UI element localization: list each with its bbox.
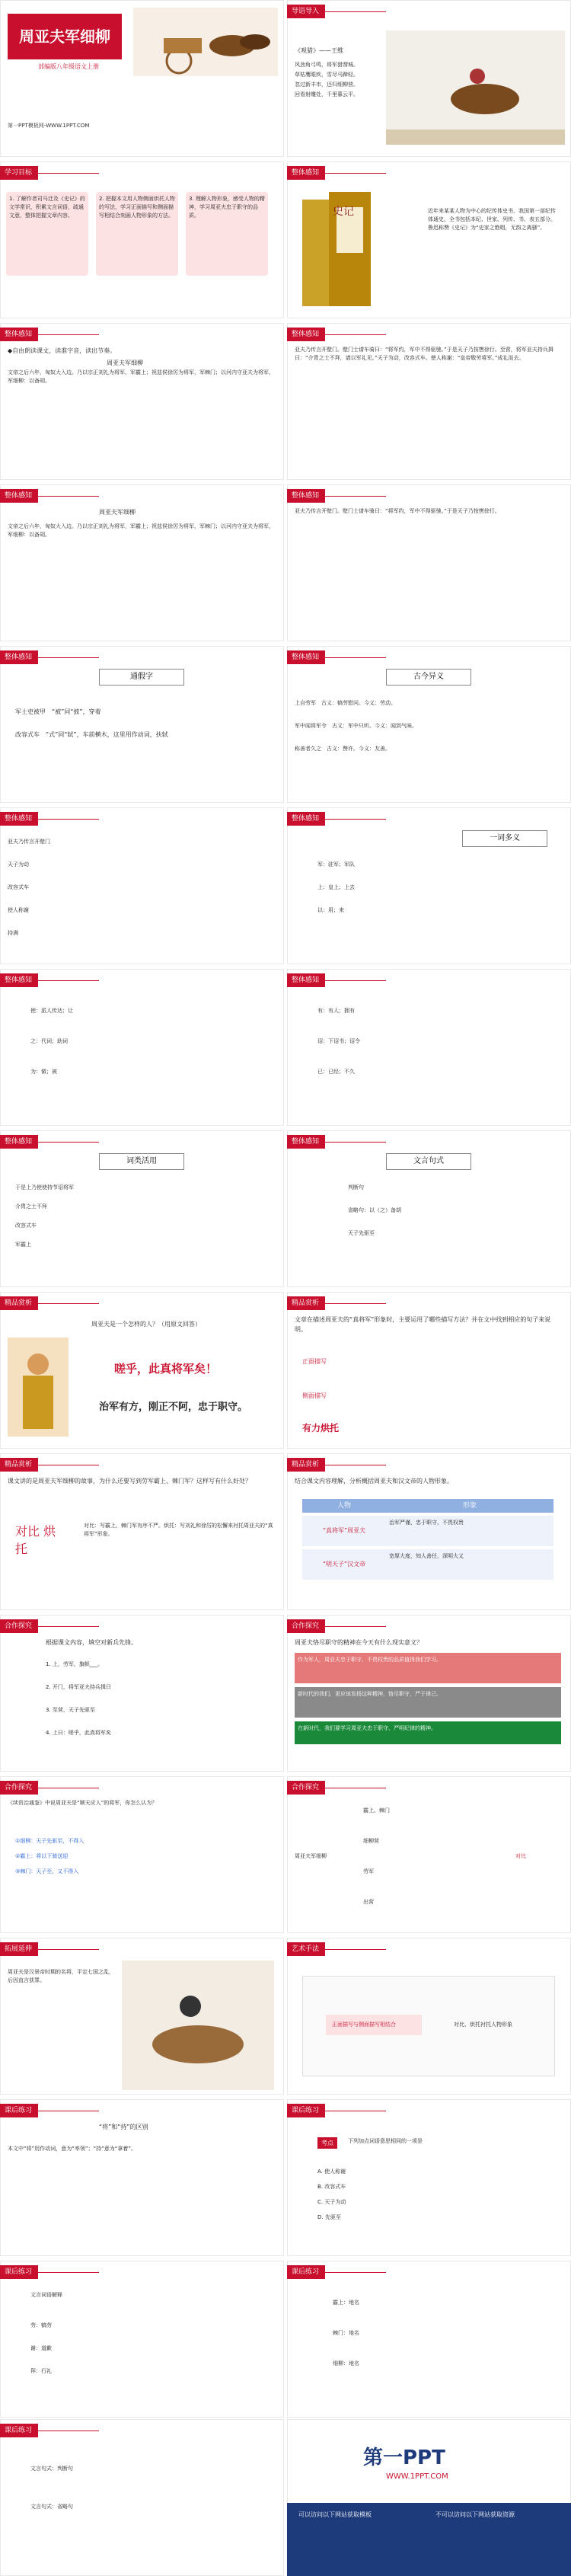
point-item: ③棘门：天子至，又不得入 bbox=[15, 1868, 79, 1874]
word-item: 上自劳军 古义：犒劳慰问。今义：劳动。 bbox=[295, 700, 396, 706]
slide-tag: 精品赏析 bbox=[0, 1458, 38, 1472]
slide-tag: 整体感知 bbox=[287, 328, 325, 341]
slide-characters bbox=[287, 1453, 571, 1610]
word-item: 省略句：以（之）备胡 bbox=[348, 1207, 401, 1213]
slide-intro bbox=[287, 0, 571, 157]
horseman-illustration bbox=[386, 30, 565, 145]
word-item: 判断句 bbox=[348, 1184, 364, 1191]
section-title: 词类活用 bbox=[99, 1153, 184, 1170]
word-item: 棘门：地名 bbox=[333, 2330, 359, 2336]
reading-heading: ◆自由朗读课文，读准字音，读出节奏。 bbox=[8, 347, 116, 354]
practice-text: 本文中“将”用作动词，意为“率领”；“持”意为“拿着”。 bbox=[8, 2146, 137, 2152]
word-item: 持满 bbox=[8, 930, 18, 936]
slide-tag: 整体感知 bbox=[287, 489, 325, 503]
extension-text: 周亚夫是汉景帝时期的名将，平定七国之乱，后因直言获罪。 bbox=[8, 1969, 114, 1983]
slide-appreciation-2 bbox=[287, 1292, 571, 1449]
slide-tag: 课后练习 bbox=[0, 2265, 38, 2279]
word-item: 以：用；来 bbox=[317, 907, 344, 913]
word-item: 谢：道歉 bbox=[30, 2345, 52, 2351]
slide-tag: 学习目标 bbox=[0, 166, 38, 180]
slide-practice-5 bbox=[0, 2419, 284, 2576]
slide-goals bbox=[0, 161, 284, 318]
slide-tag: 课后练习 bbox=[287, 2104, 325, 2117]
heading-text: 根据课文内容，填空对新兵先锋。 bbox=[46, 1639, 137, 1646]
warrior-painting bbox=[122, 1961, 274, 2090]
heading-text: 《续资治通鉴》中说周亚夫是“顺天应人”的将军，你怎么认为？ bbox=[8, 1800, 158, 1806]
slide-cileihuoyong bbox=[0, 1130, 284, 1287]
word-item: 文言句式：省略句 bbox=[30, 2504, 73, 2510]
structure-result: 对比 bbox=[515, 1853, 526, 1859]
slide-wenyanjushi bbox=[287, 1130, 571, 1287]
goal-card: 3. 理解人物形象，感受人物的精神，学习周亚夫忠于职守的品质。 bbox=[186, 192, 268, 276]
word-item: 为：做；被 bbox=[30, 1069, 57, 1075]
table-header-cell: 形象 bbox=[462, 1502, 477, 1510]
word-item: 之：代词；助词 bbox=[30, 1038, 68, 1044]
fill-item: 3. 至营，天子先驱至 bbox=[46, 1707, 95, 1713]
slide-tag: 导语导入 bbox=[287, 5, 325, 18]
quote-summary: 治军有方，刚正不阿，忠于职守。 bbox=[99, 1401, 248, 1413]
art-left: 正面描写与侧面描写相结合 bbox=[326, 2015, 422, 2035]
answer-block: 作为军人，周亚夫忠于职守、不畏权贵的品质值得我们学习。 bbox=[295, 1653, 561, 1683]
passage-text: 文帝之后六年，匈奴大入边。乃以宗正刘礼为将军，军霸上；祝兹侯徐厉为将军，军棘门；以河内守亚夫为将军，军细柳：以备胡。 bbox=[8, 369, 274, 384]
poem-line: 风劲角弓鸣，将军猎渭城。 bbox=[295, 62, 359, 68]
book-label: 史记 bbox=[333, 206, 354, 218]
footer-link-panel bbox=[287, 2503, 571, 2576]
word-item: 改容式车 bbox=[8, 884, 29, 890]
slide-tag: 精品赏析 bbox=[287, 1296, 325, 1310]
slide-words-3 bbox=[0, 807, 284, 964]
word-item: 亚夫乃传言开壁门 bbox=[8, 839, 50, 845]
option-item[interactable]: D. 先驱至 bbox=[317, 2214, 341, 2220]
word-item: 霸上：地名 bbox=[333, 2300, 359, 2306]
word-item: 诏：下诏书；诏令 bbox=[317, 1038, 360, 1044]
section-title: 通假字 bbox=[99, 669, 184, 686]
section-title: 文言句式 bbox=[386, 1153, 471, 1170]
slide-appreciation-1 bbox=[0, 1292, 284, 1449]
heading-text: “将”和“持”的区别 bbox=[99, 2124, 148, 2130]
slide-appreciation-3 bbox=[0, 1453, 284, 1610]
table-cell: 治军严谨，忠于职守，不畏权贵 bbox=[389, 1520, 464, 1526]
table-header-cell: 人物 bbox=[337, 1502, 351, 1510]
slide-tag: 精品赏析 bbox=[287, 1458, 325, 1472]
question-text: 文章在描述周亚夫的“真将军”形象时，主要运用了哪些描写方法？并在文中找到相应的句子来说明。 bbox=[295, 1316, 551, 1333]
slide-tag: 整体感知 bbox=[287, 812, 325, 826]
slide-words-5 bbox=[0, 969, 284, 1126]
chariot-illustration bbox=[133, 8, 278, 76]
poem-title: 《观猎》——王维 bbox=[295, 47, 343, 54]
slide-explore-2 bbox=[287, 1615, 571, 1772]
heading-text: 下列加点词语意思相同的一项是 bbox=[348, 2138, 423, 2144]
word-item: 称善者久之 古义：赞许。今义：友善。 bbox=[295, 746, 391, 752]
word-item: 天子为动 bbox=[8, 861, 29, 868]
answer-block: 新时代的我们，更应该发扬这种精神，恪尽职守，严于律己。 bbox=[295, 1687, 561, 1718]
cover-url: 第一PPT模板网-WWW.1PPT.COM bbox=[8, 123, 90, 129]
word-item: 有：有人；拥有 bbox=[317, 1008, 355, 1014]
general-portrait bbox=[8, 1338, 69, 1437]
table-header bbox=[302, 1499, 553, 1513]
slide-practice-3 bbox=[0, 2261, 284, 2418]
slide-structure bbox=[287, 1776, 571, 1933]
slide-extension bbox=[0, 1938, 284, 2095]
word-item: 上：皇上；上去 bbox=[317, 884, 355, 890]
word-item: 细柳：地名 bbox=[333, 2360, 359, 2367]
section-title: 一词多义 bbox=[462, 830, 547, 847]
slide-tag: 课后练习 bbox=[287, 2265, 325, 2279]
word-item: 劳：犒劳 bbox=[30, 2322, 52, 2328]
slide-art bbox=[287, 1938, 571, 2095]
slide-tag: 整体感知 bbox=[287, 973, 325, 987]
slide-tag: 整体感知 bbox=[0, 1135, 38, 1149]
heading-text: 文言词语解释 bbox=[30, 2292, 62, 2298]
table-cell: 宽厚大度，知人善任，深明大义 bbox=[389, 1553, 464, 1559]
cover-title: 周亚夫军细柳 bbox=[8, 14, 122, 59]
answer-text: 对比：写霸上、棘门军有序不严。烘托：写刘礼和徐厉的松懈来衬托周亚夫的“真将军”形象。 bbox=[84, 1523, 273, 1537]
slide-tag: 拓展延伸 bbox=[0, 1942, 38, 1956]
art-panel bbox=[302, 1976, 555, 2076]
structure-branch: 细柳营 bbox=[363, 1838, 379, 1844]
art-right: 对比、烘托衬托人物形象 bbox=[454, 2021, 512, 2028]
slide-tag: 整体感知 bbox=[0, 812, 38, 826]
word-item: 军霸上 bbox=[15, 1242, 31, 1248]
slide-words-6 bbox=[287, 969, 571, 1126]
slide-practice-2 bbox=[287, 2099, 571, 2256]
cover-subtitle: 部编版八年级语文上册 bbox=[38, 63, 99, 70]
option-item[interactable]: A. 使人称谢 bbox=[317, 2169, 346, 2175]
slide-tag: 课后练习 bbox=[0, 2424, 38, 2437]
slide-tag: 整体感知 bbox=[287, 1135, 325, 1149]
side-description-label: 侧面描写 bbox=[302, 1392, 327, 1399]
question-text: 周亚夫是一个怎样的人？（用原文回答） bbox=[91, 1321, 201, 1328]
footer-link[interactable]: 可以访问以下网站获取模板 bbox=[298, 2511, 372, 2518]
word-item: 军士吏被甲 “被”同“披”，穿着 bbox=[15, 708, 101, 715]
slide-annotated-2 bbox=[287, 484, 571, 641]
structure-branch: 出营 bbox=[363, 1899, 374, 1905]
footer-url[interactable]: WWW.1PPT.COM bbox=[386, 2472, 448, 2481]
goal-card: 2. 把握本文用人物侧面烘托人物的写法，学习正面描写和侧面描写相结合刻画人物形象的方法。 bbox=[96, 192, 178, 276]
goal-card: 1. 了解作者司马迁及《史记》的文学常识，积累文言词语，疏通文意，整体把握文章内容。 bbox=[6, 192, 88, 276]
word-item: 天子先驱至 bbox=[348, 1230, 375, 1236]
structure-branch: 劳军 bbox=[363, 1868, 374, 1874]
passage-title: 周亚夫军细柳 bbox=[99, 509, 136, 516]
word-item: 于是上乃使使持节诏将军 bbox=[15, 1184, 74, 1191]
poem-line: 草枯鹰眼疾，雪尽马蹄轻。 bbox=[295, 72, 359, 78]
table-row bbox=[302, 1516, 553, 1546]
word-item: 改容式车 bbox=[15, 1222, 37, 1229]
passage-text: 亚夫乃传言开壁门。壁门士请车骑曰：“将军约，军中不得驱驰。”于是天子乃按辔徐行。 bbox=[295, 508, 500, 514]
quote-true-general: 嗟乎，此真将军矣！ bbox=[114, 1362, 218, 1376]
slide-explore-1 bbox=[0, 1615, 284, 1772]
answer-block: 在新时代，我们要学习周亚夫忠于职守、严明纪律的精神。 bbox=[295, 1721, 561, 1744]
slide-tag: 合作探究 bbox=[287, 1781, 325, 1795]
slide-practice-1 bbox=[0, 2099, 284, 2256]
front-description-label: 正面描写 bbox=[302, 1358, 327, 1365]
passage-text: 文帝之后六年，匈奴大入边。乃以宗正刘礼为将军，军霸上；祝兹侯徐厉为将军，军棘门；以河内守亚夫为将军，军细柳：以备胡。 bbox=[8, 523, 274, 538]
question-text: 周亚夫恪尽职守的精神在今天有什么现实意义？ bbox=[295, 1639, 423, 1646]
slide-tag: 整体感知 bbox=[0, 650, 38, 664]
fill-item: 4. 上曰：嗟乎，此真将军矣 bbox=[46, 1730, 111, 1736]
slide-cover bbox=[0, 0, 284, 157]
slide-tag: 课后练习 bbox=[0, 2104, 38, 2117]
slide-tag: 合作探究 bbox=[0, 1781, 38, 1795]
slide-tag: 整体感知 bbox=[287, 166, 325, 180]
slide-tag: 合作探究 bbox=[287, 1619, 325, 1633]
structure-center: 周亚夫军细柳 bbox=[295, 1853, 327, 1859]
table-cell: “明天子”汉文帝 bbox=[322, 1561, 366, 1568]
word-item: 已：已经；不久 bbox=[317, 1069, 355, 1075]
word-item: 介胄之士不拜 bbox=[15, 1203, 47, 1210]
question-text: 课文讲的是周亚夫军细柳的故事，为什么还要写到劳军霸上、棘门军？这样写有什么好处？ bbox=[8, 1478, 251, 1485]
question-text: 结合课文内容理解，分析概括周亚夫和汉文帝的人物形象。 bbox=[295, 1478, 453, 1485]
fill-item: 1. 上，劳军，旗帜___。 bbox=[46, 1661, 104, 1667]
footer-link[interactable]: 不可以访问以下网站获取资源 bbox=[435, 2511, 515, 2518]
slide-practice-4 bbox=[287, 2261, 571, 2418]
footer-logo: 第一PPT bbox=[363, 2447, 445, 2469]
point-item: ①细柳：天子先驱至，不得入 bbox=[15, 1838, 85, 1844]
word-item: 拜：行礼 bbox=[30, 2368, 52, 2374]
shiji-intro-text: 近年来某某人物为中心的纪传体史书，我国第一部纪传体通史。全书包括本纪、世家、列传、书、表五部分。鲁迅称赞《史记》为“史家之绝唱，无韵之离骚”。 bbox=[428, 208, 556, 231]
slide-tongjiazi bbox=[0, 646, 284, 803]
option-item[interactable]: B. 改容式车 bbox=[317, 2184, 346, 2190]
word-item: 使人称谢 bbox=[8, 907, 29, 913]
fill-item: 2. 开门，将军亚夫持兵揖曰 bbox=[46, 1684, 111, 1690]
slide-yicizuoyi bbox=[287, 807, 571, 964]
slide-tag: 整体感知 bbox=[0, 973, 38, 987]
slide-shiji bbox=[287, 161, 571, 318]
slide-reading bbox=[0, 323, 284, 480]
section-title: 古今异义 bbox=[386, 669, 471, 686]
word-item: 军：驻军；军队 bbox=[317, 861, 355, 868]
point-item: ②霸上：将以下骑送迎 bbox=[15, 1853, 69, 1859]
slide-annotated bbox=[0, 484, 284, 641]
exam-point-badge: 考点 bbox=[317, 2137, 337, 2149]
passage-title: 周亚夫军细柳 bbox=[107, 360, 143, 366]
poem-line: 回看射雕处，千里暮云平。 bbox=[295, 91, 359, 97]
structure-branch: 霸上、棘门 bbox=[363, 1807, 390, 1814]
passage-text: 亚夫乃传言开壁门。壁门士请车骑曰：“将军约，军中不得驱驰。”于是天子乃按辔徐行。至营，将军亚夫持兵揖曰：“介胄之士不拜，请以军礼见。”天子为动，改容式车。使人称谢：“皇帝敬劳将军。”成礼而去。 bbox=[295, 347, 553, 361]
slide-tag: 整体感知 bbox=[287, 650, 325, 664]
slide-gujinyiyi bbox=[287, 646, 571, 803]
word-item: 使：派人传达；让 bbox=[30, 1008, 73, 1014]
word-item: 文言句式：判断句 bbox=[30, 2466, 73, 2472]
calligraphy-text: 有力烘托 bbox=[302, 1423, 340, 1433]
slide-reading-2 bbox=[287, 323, 571, 480]
slide-tag: 整体感知 bbox=[0, 328, 38, 341]
slide-explore-3 bbox=[0, 1776, 284, 1933]
table-cell: “真将军”周亚夫 bbox=[322, 1527, 366, 1534]
word-item: 改容式车 “式”同“轼”，车前横木，这里用作动词，扶轼 bbox=[15, 731, 168, 738]
slide-tag: 整体感知 bbox=[0, 489, 38, 503]
contrast-label: 对比 烘托 bbox=[15, 1524, 56, 1556]
table-row bbox=[302, 1549, 553, 1580]
slide-tag: 精品赏析 bbox=[0, 1296, 38, 1310]
slide-tag: 合作探究 bbox=[0, 1619, 38, 1633]
word-item: 军中闻将军令 古义：军中只听。今义：闻到气味。 bbox=[295, 723, 417, 729]
slide-footer bbox=[287, 2419, 571, 2576]
option-item[interactable]: C. 天子为动 bbox=[317, 2199, 346, 2205]
slide-tag: 艺术手法 bbox=[287, 1942, 325, 1956]
poem-line: 忽过新丰市，还归细柳营。 bbox=[295, 81, 359, 88]
